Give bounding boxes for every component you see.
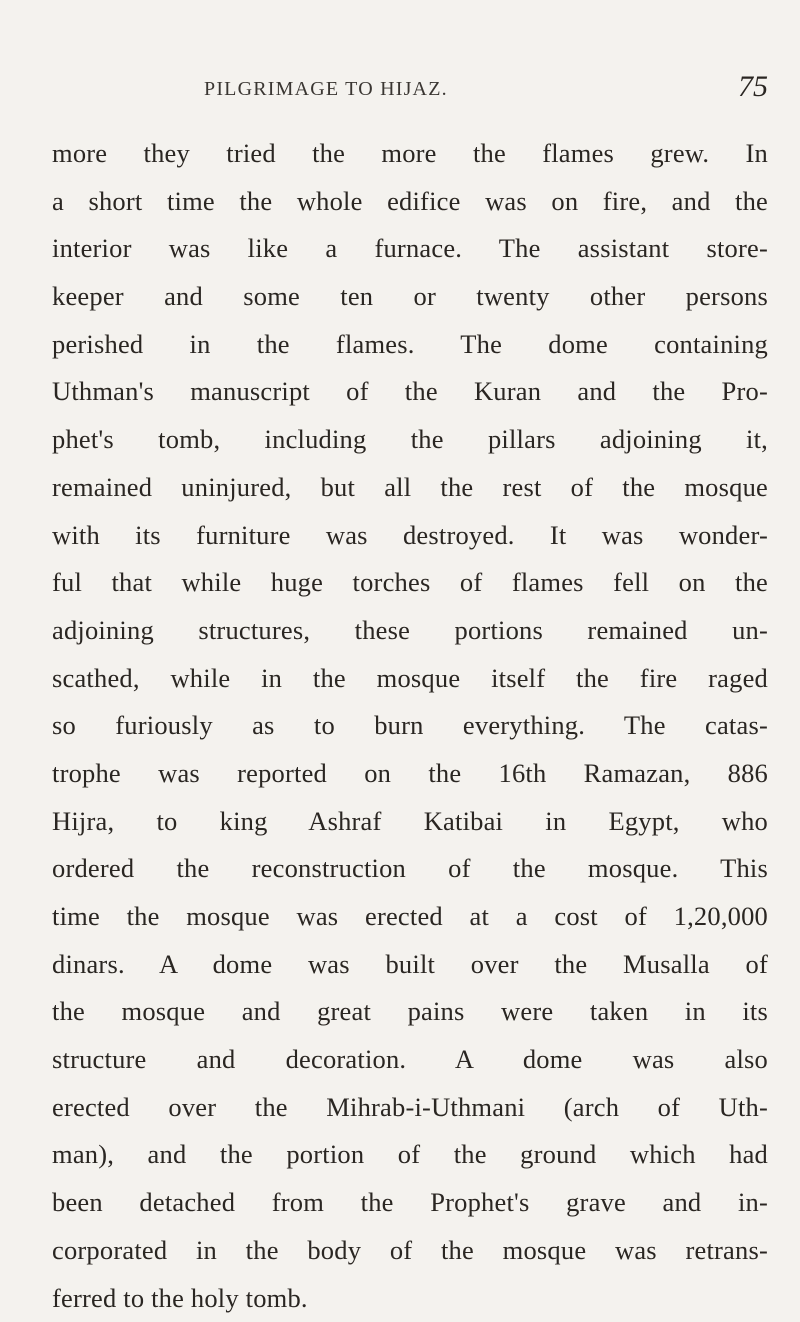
text-line: corporated in the body of the mosque was retrans- [52,1227,768,1275]
running-title: PILGRIMAGE TO HIJAZ. [204,78,448,101]
text-line: Hijra, to king Ashraf Katibai in Egypt, who [52,798,768,846]
text-line: time the mosque was erected at a cost of 1,20,000 [52,893,768,941]
text-line: ferred to the holy tomb. [52,1275,768,1322]
body-text [52,130,768,1322]
page-number: 75 [738,70,768,104]
text-line: been detached from the Prophet's grave and in- [52,1179,768,1227]
text-line: phet's tomb, including the pillars adjoining it, [52,416,768,464]
text-line: scathed, while in the mosque itself the fire raged [52,655,768,703]
text-line: a short time the whole edifice was on fire, and the [52,178,768,226]
text-line: man), and the portion of the ground which had [52,1131,768,1179]
text-line: with its furniture was destroyed. It was wonder- [52,512,768,560]
text-line: keeper and some ten or twenty other persons [52,273,768,321]
text-line: ful that while huge torches of flames fell on the [52,559,768,607]
text-line: perished in the flames. The dome containing [52,321,768,369]
text-line: Uthman's manuscript of the Kuran and the Pro- [52,368,768,416]
text-line: structure and decoration. A dome was also [52,1036,768,1084]
running-head [52,68,768,108]
text-line: ordered the reconstruction of the mosque. This [52,845,768,893]
text-line: trophe was reported on the 16th Ramazan, 886 [52,750,768,798]
text-line: the mosque and great pains were taken in its [52,988,768,1036]
text-line: so furiously as to burn everything. The catas- [52,702,768,750]
text-line: erected over the Mihrab-i-Uthmani (arch of Uth- [52,1084,768,1132]
text-line: more they tried the more the flames grew. In [52,130,768,178]
text-line: dinars. A dome was built over the Musalla of [52,941,768,989]
text-line: interior was like a furnace. The assistant store- [52,225,768,273]
text-line: remained uninjured, but all the rest of the mosque [52,464,768,512]
text-line: adjoining structures, these portions remained un- [52,607,768,655]
